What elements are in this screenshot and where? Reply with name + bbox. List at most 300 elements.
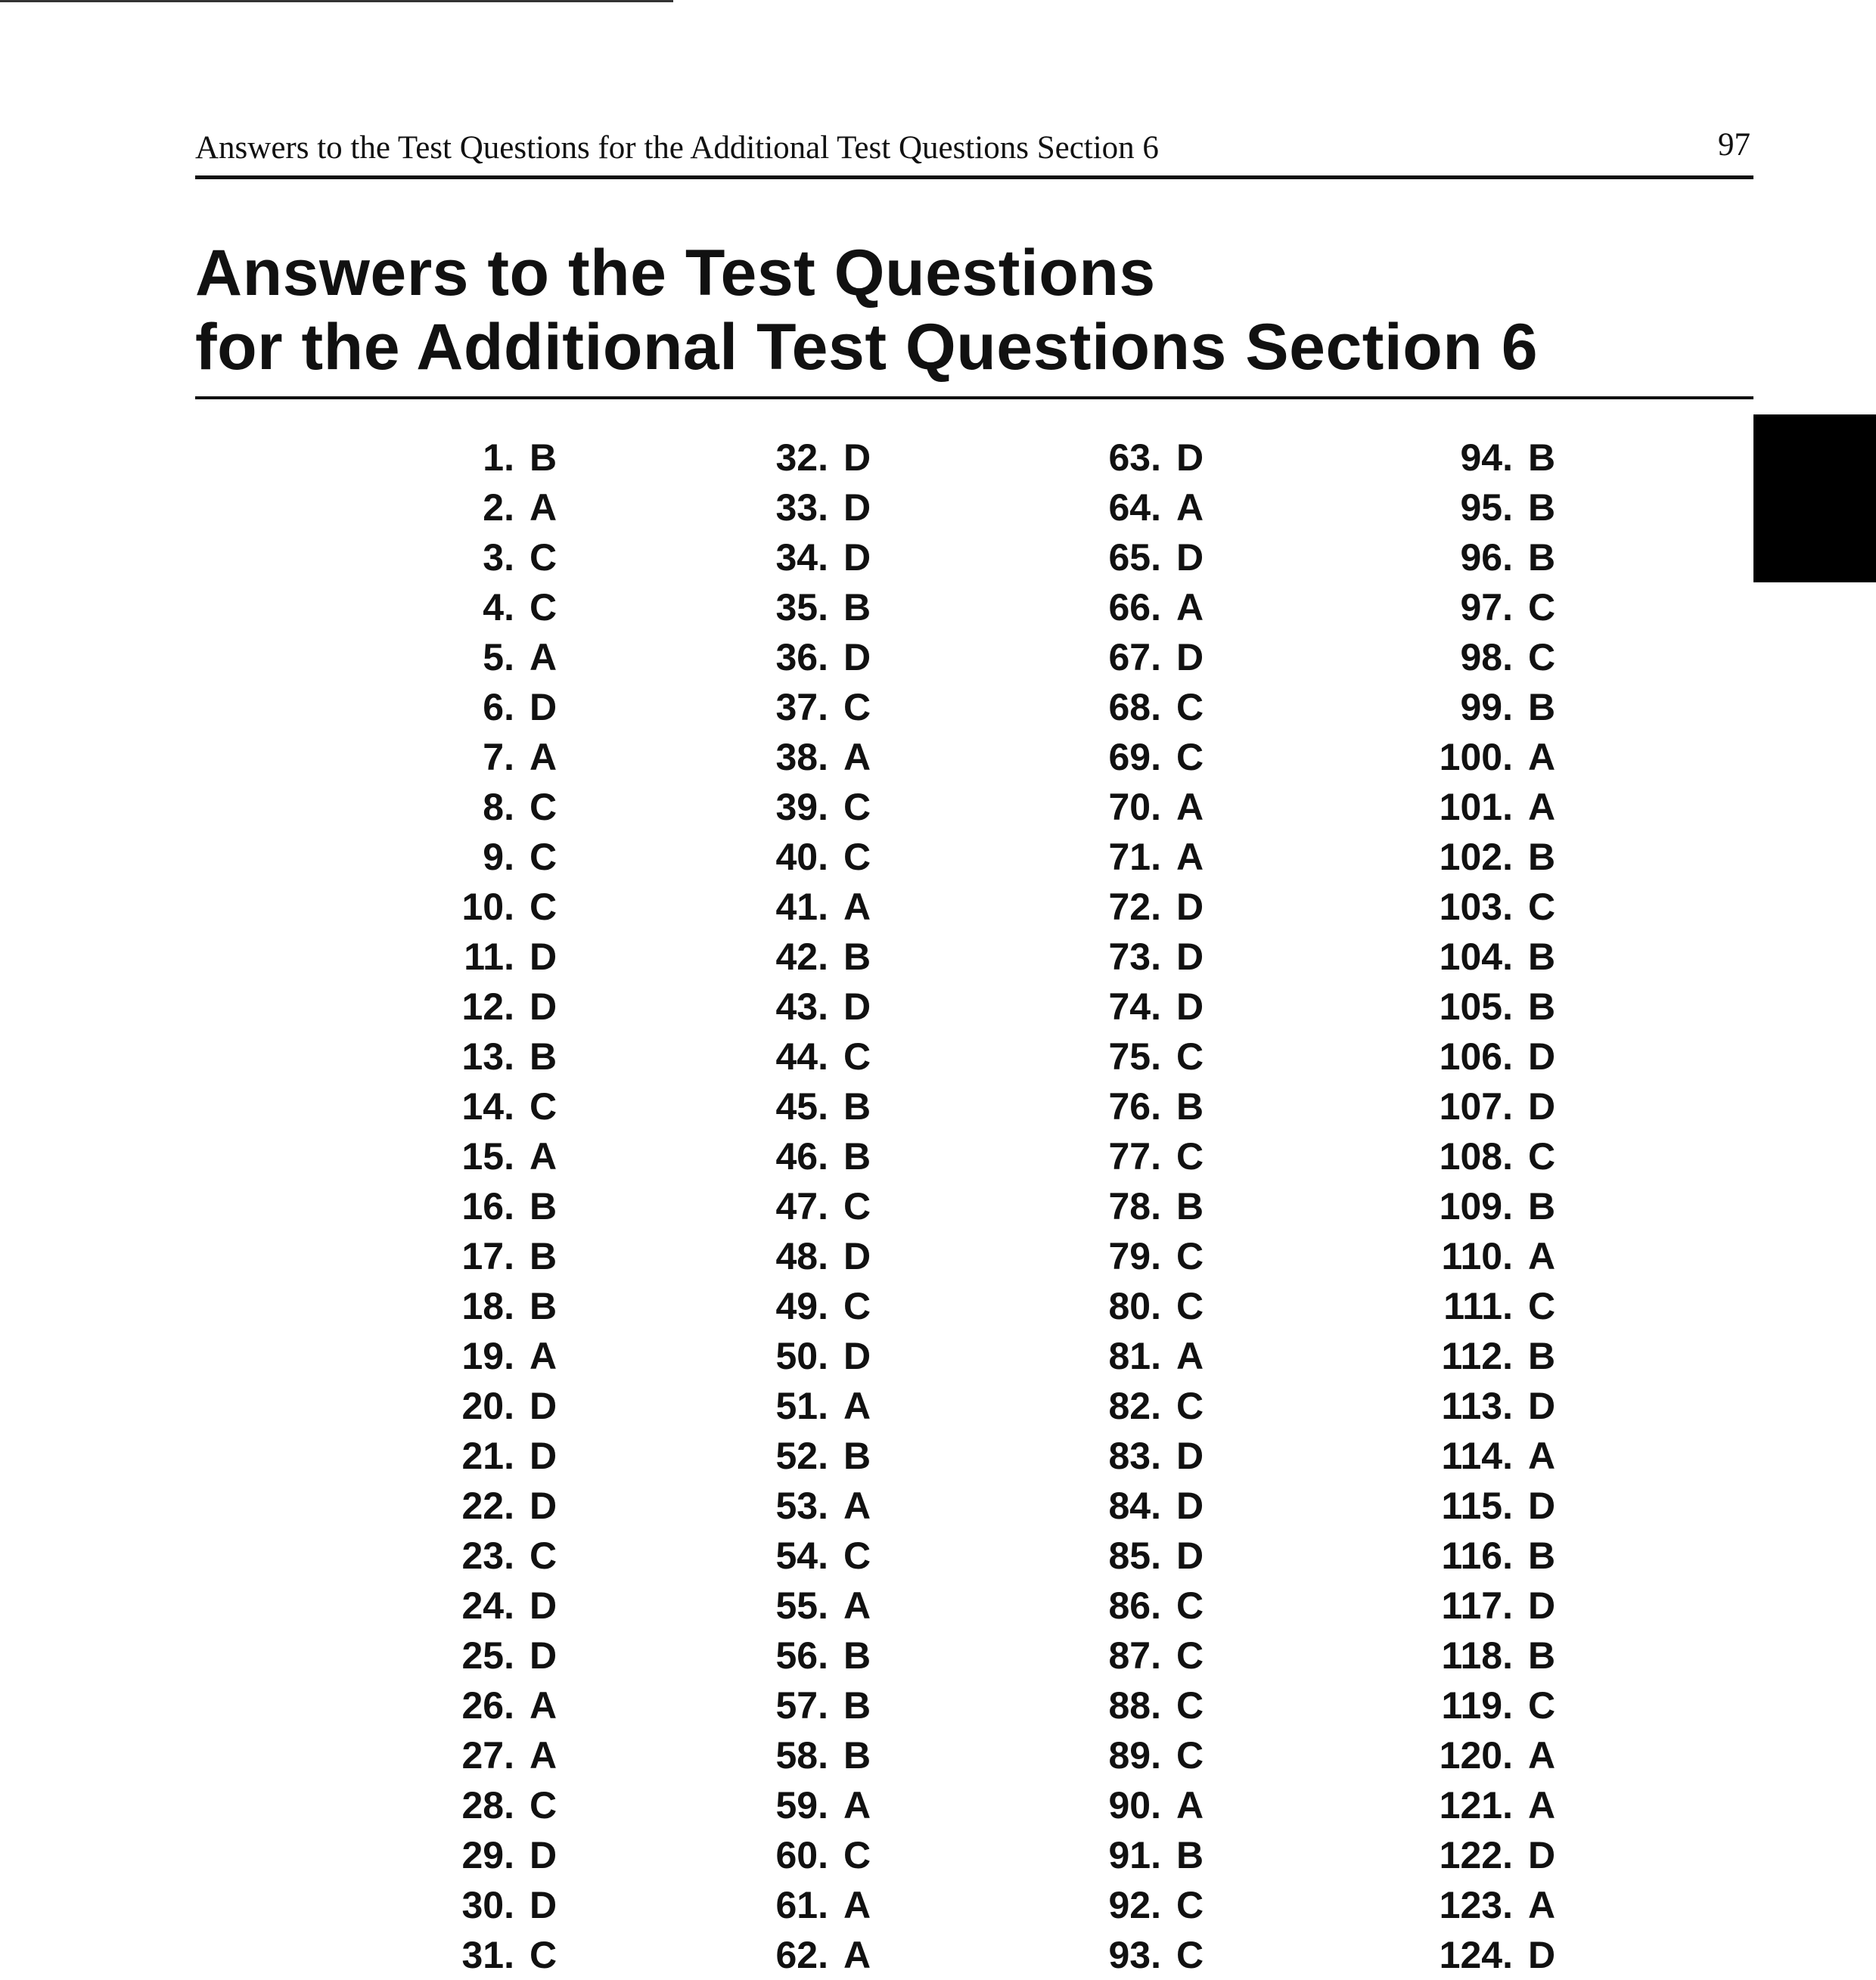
answer-letter: C: [1176, 1884, 1204, 1926]
question-number: 49.: [775, 1285, 828, 1327]
answer-letter: C: [843, 1535, 871, 1577]
question-number: 109.: [1439, 1185, 1513, 1227]
question-number: 81.: [1108, 1335, 1161, 1377]
answer-row: [287, 433, 635, 483]
answer-row: [287, 1780, 635, 1830]
answer-letter: B: [1176, 1085, 1204, 1128]
answer-letter: D: [1176, 1435, 1204, 1477]
answer-letter: B: [843, 936, 871, 978]
answer-letter: C: [1176, 736, 1204, 778]
answer-letter: C: [1176, 1734, 1204, 1777]
question-number: 32.: [775, 436, 828, 479]
question-number: 46.: [775, 1135, 828, 1178]
answer-row: [934, 1631, 1282, 1681]
answer-row: [934, 632, 1282, 682]
answer-row: [601, 1331, 949, 1381]
question-number: 16.: [461, 1185, 514, 1227]
question-number: 79.: [1108, 1235, 1161, 1277]
answer-row: [601, 882, 949, 932]
question-number: 15.: [461, 1135, 514, 1178]
question-number: 20.: [461, 1385, 514, 1427]
question-number: 122.: [1439, 1834, 1513, 1876]
question-number: 110.: [1441, 1235, 1513, 1277]
question-number: 12.: [461, 985, 514, 1028]
answer-row: [1286, 1531, 1634, 1581]
answer-row: [287, 1730, 635, 1780]
question-number: 56.: [775, 1634, 828, 1677]
answer-row: [1286, 582, 1634, 632]
answer-row: [934, 1830, 1282, 1880]
question-number: 73.: [1108, 936, 1161, 978]
answer-letter: B: [1528, 486, 1556, 529]
answer-row: [601, 682, 949, 732]
question-number: 101.: [1439, 786, 1513, 828]
answer-row: [287, 1531, 635, 1581]
question-number: 30.: [461, 1884, 514, 1926]
question-number: 66.: [1108, 586, 1161, 628]
question-number: 64.: [1108, 486, 1161, 529]
answer-letter: D: [1176, 1535, 1204, 1577]
question-number: 89.: [1108, 1734, 1161, 1777]
answer-row: [287, 1631, 635, 1681]
answer-letter: A: [1176, 586, 1204, 628]
answer-letter: D: [530, 985, 558, 1028]
answer-row: [1286, 782, 1634, 832]
answer-row: [1286, 632, 1634, 682]
question-number: 62.: [775, 1934, 828, 1976]
question-number: 39.: [775, 786, 828, 828]
answer-letter: D: [1528, 1035, 1556, 1078]
question-number: 67.: [1108, 636, 1161, 678]
question-number: 75.: [1108, 1035, 1161, 1078]
question-number: 92.: [1108, 1884, 1161, 1926]
title-divider: [195, 396, 1753, 399]
answer-row: [601, 1082, 949, 1131]
answer-row: [1286, 732, 1634, 782]
answer-letter: D: [530, 1485, 558, 1527]
answer-row: [287, 682, 635, 732]
answer-letter: C: [530, 886, 558, 928]
answer-letter: A: [843, 1784, 871, 1826]
answer-letter: D: [1176, 636, 1204, 678]
answer-row: [287, 483, 635, 532]
answer-letter: C: [1176, 1035, 1204, 1078]
answer-row: [287, 582, 635, 632]
answer-letter: D: [530, 936, 558, 978]
answer-letter: D: [843, 985, 871, 1028]
answer-letter: C: [843, 1834, 871, 1876]
answer-letter: A: [843, 1584, 871, 1627]
question-number: 115.: [1441, 1485, 1513, 1527]
answer-letter: A: [530, 1734, 558, 1777]
answer-row: [1286, 1930, 1634, 1980]
answer-row: [601, 433, 949, 483]
page-title-line-2: for the Additional Test Questions Section 6: [195, 311, 1539, 383]
answer-letter: D: [530, 1634, 558, 1677]
answer-row: [601, 1531, 949, 1581]
answer-letter: C: [1528, 1285, 1556, 1327]
answer-row: [934, 1131, 1282, 1181]
answer-letter: D: [843, 536, 871, 579]
question-number: 93.: [1108, 1934, 1161, 1976]
question-number: 91.: [1108, 1834, 1161, 1876]
answer-letter: C: [530, 1934, 558, 1976]
question-number: 118.: [1441, 1634, 1513, 1677]
question-number: 41.: [775, 886, 828, 928]
question-number: 82.: [1108, 1385, 1161, 1427]
question-number: 106.: [1439, 1035, 1513, 1078]
answer-row: [601, 1830, 949, 1880]
question-number: 43.: [775, 985, 828, 1028]
question-number: 5.: [483, 636, 514, 678]
answer-row: [1286, 1730, 1634, 1780]
answer-letter: B: [843, 1435, 871, 1477]
answer-row: [934, 1581, 1282, 1631]
question-number: 70.: [1108, 786, 1161, 828]
question-number: 76.: [1108, 1085, 1161, 1128]
question-number: 44.: [775, 1035, 828, 1078]
answer-letter: D: [843, 1335, 871, 1377]
answer-row: [934, 1231, 1282, 1281]
answer-row: [601, 483, 949, 532]
running-head: [195, 127, 1753, 179]
answer-letter: C: [530, 1784, 558, 1826]
answer-row: [1286, 1131, 1634, 1181]
answer-row: [934, 882, 1282, 932]
answer-row: [1286, 832, 1634, 882]
answer-row: [287, 1082, 635, 1131]
answer-row: [1286, 1331, 1634, 1381]
question-number: 57.: [775, 1684, 828, 1727]
answer-row: [934, 682, 1282, 732]
answer-letter: B: [843, 1085, 871, 1128]
answer-letter: D: [1176, 985, 1204, 1028]
question-number: 117.: [1441, 1584, 1513, 1627]
answer-letter: C: [1176, 1385, 1204, 1427]
answer-letter: C: [1176, 686, 1204, 728]
question-number: 94.: [1460, 436, 1513, 479]
question-number: 63.: [1108, 436, 1161, 479]
answer-letter: C: [530, 586, 558, 628]
answer-letter: C: [843, 1035, 871, 1078]
answer-row: [601, 1032, 949, 1082]
question-number: 84.: [1108, 1485, 1161, 1527]
answer-letter: B: [530, 1185, 558, 1227]
answer-row: [934, 1531, 1282, 1581]
answer-row: [934, 1880, 1282, 1930]
answer-row: [934, 1481, 1282, 1531]
question-number: 60.: [775, 1834, 828, 1876]
answer-row: [601, 1730, 949, 1780]
question-number: 24.: [461, 1584, 514, 1627]
answer-letter: D: [843, 436, 871, 479]
answer-row: [287, 632, 635, 682]
answer-letter: A: [1528, 1435, 1556, 1477]
question-number: 22.: [461, 1485, 514, 1527]
question-number: 27.: [461, 1734, 514, 1777]
answer-letter: A: [1528, 1884, 1556, 1926]
answer-row: [934, 1331, 1282, 1381]
answer-letter: B: [1528, 1634, 1556, 1677]
answer-letter: B: [530, 1035, 558, 1078]
answer-row: [601, 1880, 949, 1930]
answer-letter: A: [530, 486, 558, 529]
answer-letter: D: [1176, 436, 1204, 479]
question-number: 21.: [461, 1435, 514, 1477]
question-number: 18.: [461, 1285, 514, 1327]
question-number: 1.: [483, 436, 514, 479]
question-number: 90.: [1108, 1784, 1161, 1826]
answer-row: [1286, 1481, 1634, 1531]
answer-letter: D: [843, 486, 871, 529]
answer-row: [287, 1930, 635, 1980]
answer-letter: C: [1528, 636, 1556, 678]
answer-letter: C: [1528, 1684, 1556, 1727]
answer-row: [287, 1681, 635, 1730]
answer-row: [601, 1631, 949, 1681]
answer-row: [287, 1231, 635, 1281]
scan-edge-line: [0, 0, 673, 2]
answer-letter: C: [843, 836, 871, 878]
answer-row: [287, 1181, 635, 1231]
answer-letter: B: [1528, 985, 1556, 1028]
question-number: 6.: [483, 686, 514, 728]
question-number: 61.: [775, 1884, 828, 1926]
answer-letter: C: [1528, 1135, 1556, 1178]
answer-letter: C: [1176, 1684, 1204, 1727]
answer-row: [287, 832, 635, 882]
answer-letter: D: [843, 636, 871, 678]
question-number: 103.: [1439, 886, 1513, 928]
question-number: 107.: [1439, 1085, 1513, 1128]
answer-letter: B: [530, 1235, 558, 1277]
question-number: 48.: [775, 1235, 828, 1277]
answer-row: [601, 1481, 949, 1531]
question-number: 52.: [775, 1435, 828, 1477]
answer-row: [601, 982, 949, 1032]
question-number: 95.: [1460, 486, 1513, 529]
question-number: 9.: [483, 836, 514, 878]
question-number: 86.: [1108, 1584, 1161, 1627]
answer-row: [1286, 1181, 1634, 1231]
question-number: 54.: [775, 1535, 828, 1577]
question-number: 47.: [775, 1185, 828, 1227]
answer-row: [1286, 882, 1634, 932]
answer-letter: A: [843, 1884, 871, 1926]
answer-letter: C: [1176, 1235, 1204, 1277]
answer-row: [934, 982, 1282, 1032]
answer-letter: B: [843, 1684, 871, 1727]
answer-row: [601, 1780, 949, 1830]
answer-letter: B: [530, 1285, 558, 1327]
answer-letter: D: [1528, 1584, 1556, 1627]
question-number: 72.: [1108, 886, 1161, 928]
answer-letter: A: [1176, 486, 1204, 529]
answer-letter: D: [530, 1884, 558, 1926]
question-number: 96.: [1460, 536, 1513, 579]
answer-row: [287, 1481, 635, 1531]
question-number: 77.: [1108, 1135, 1161, 1178]
answer-letter: C: [1176, 1584, 1204, 1627]
answer-row: [601, 532, 949, 582]
answer-row: [287, 1431, 635, 1481]
question-number: 123.: [1439, 1884, 1513, 1926]
question-number: 69.: [1108, 736, 1161, 778]
answer-letter: B: [1528, 1335, 1556, 1377]
answer-row: [601, 1131, 949, 1181]
answer-letter: A: [530, 736, 558, 778]
answer-row: [1286, 682, 1634, 732]
question-number: 34.: [775, 536, 828, 579]
question-number: 78.: [1108, 1185, 1161, 1227]
answer-row: [934, 1181, 1282, 1231]
answer-key: [0, 433, 1876, 1976]
answer-row: [601, 1381, 949, 1431]
question-number: 100.: [1439, 736, 1513, 778]
answer-letter: B: [843, 586, 871, 628]
question-number: 35.: [775, 586, 828, 628]
answer-letter: A: [1528, 1734, 1556, 1777]
answer-row: [601, 1930, 949, 1980]
answer-row: [1286, 932, 1634, 982]
question-number: 7.: [483, 736, 514, 778]
answer-letter: C: [843, 1285, 871, 1327]
answer-row: [934, 433, 1282, 483]
answer-row: [287, 1880, 635, 1930]
question-number: 55.: [775, 1584, 828, 1627]
answer-row: [934, 782, 1282, 832]
page-number: 97: [1718, 127, 1750, 163]
question-number: 40.: [775, 836, 828, 878]
page-title: [195, 236, 1538, 384]
answer-row: [601, 832, 949, 882]
answer-letter: D: [1176, 1485, 1204, 1527]
answer-row: [287, 882, 635, 932]
answer-row: [601, 1431, 949, 1481]
question-number: 65.: [1108, 536, 1161, 579]
answer-row: [1286, 1231, 1634, 1281]
answer-letter: A: [1528, 1235, 1556, 1277]
answer-row: [601, 732, 949, 782]
answer-letter: C: [530, 1085, 558, 1128]
answer-column-3: [934, 433, 1282, 1980]
question-number: 23.: [461, 1535, 514, 1577]
question-number: 59.: [775, 1784, 828, 1826]
question-number: 108.: [1439, 1135, 1513, 1178]
answer-letter: D: [843, 1235, 871, 1277]
question-number: 45.: [775, 1085, 828, 1128]
answer-letter: D: [530, 1834, 558, 1876]
answer-row: [287, 1381, 635, 1431]
answer-letter: A: [1176, 1335, 1204, 1377]
answer-letter: C: [843, 786, 871, 828]
question-number: 119.: [1441, 1684, 1513, 1727]
answer-letter: D: [1528, 1085, 1556, 1128]
question-number: 42.: [775, 936, 828, 978]
answer-letter: D: [1528, 1834, 1556, 1876]
answer-column-2: [601, 433, 949, 1980]
answer-letter: C: [1176, 1285, 1204, 1327]
answer-row: [934, 1681, 1282, 1730]
question-number: 99.: [1460, 686, 1513, 728]
answer-column-1: [287, 433, 635, 1980]
question-number: 17.: [461, 1235, 514, 1277]
answer-row: [287, 1131, 635, 1181]
question-number: 4.: [483, 586, 514, 628]
answer-row: [287, 932, 635, 982]
answer-letter: C: [530, 1535, 558, 1577]
answer-row: [934, 582, 1282, 632]
question-number: 112.: [1441, 1335, 1513, 1377]
answer-letter: B: [1528, 436, 1556, 479]
answer-row: [934, 1032, 1282, 1082]
answer-letter: C: [530, 536, 558, 579]
question-number: 85.: [1108, 1535, 1161, 1577]
answer-row: [934, 532, 1282, 582]
question-number: 97.: [1460, 586, 1513, 628]
answer-letter: C: [530, 836, 558, 878]
answer-letter: D: [530, 1385, 558, 1427]
answer-row: [934, 1780, 1282, 1830]
answer-letter: B: [1528, 836, 1556, 878]
question-number: 13.: [461, 1035, 514, 1078]
answer-letter: C: [843, 1185, 871, 1227]
answer-row: [287, 732, 635, 782]
question-number: 102.: [1439, 836, 1513, 878]
question-number: 120.: [1439, 1734, 1513, 1777]
question-number: 88.: [1108, 1684, 1161, 1727]
answer-row: [934, 832, 1282, 882]
answer-letter: A: [843, 1485, 871, 1527]
answer-row: [1286, 483, 1634, 532]
answer-letter: C: [843, 686, 871, 728]
answer-letter: B: [1176, 1185, 1204, 1227]
question-number: 58.: [775, 1734, 828, 1777]
answer-letter: A: [843, 736, 871, 778]
answer-letter: D: [1528, 1485, 1556, 1527]
answer-letter: D: [1176, 536, 1204, 579]
question-number: 31.: [461, 1934, 514, 1976]
answer-letter: A: [1528, 1784, 1556, 1826]
answer-row: [601, 1681, 949, 1730]
question-number: 83.: [1108, 1435, 1161, 1477]
question-number: 51.: [775, 1385, 828, 1427]
answer-row: [287, 1331, 635, 1381]
answer-row: [287, 1281, 635, 1331]
answer-letter: B: [530, 436, 558, 479]
answer-row: [934, 1730, 1282, 1780]
answer-row: [1286, 1780, 1634, 1830]
answer-letter: B: [1528, 536, 1556, 579]
answer-letter: A: [1176, 836, 1204, 878]
question-number: 29.: [461, 1834, 514, 1876]
answer-letter: A: [843, 886, 871, 928]
answer-row: [1286, 1381, 1634, 1431]
question-number: 28.: [461, 1784, 514, 1826]
answer-letter: A: [1528, 786, 1556, 828]
question-number: 2.: [483, 486, 514, 529]
answer-row: [1286, 1431, 1634, 1481]
answer-row: [601, 1581, 949, 1631]
answer-row: [601, 1231, 949, 1281]
answer-letter: D: [1176, 936, 1204, 978]
question-number: 11.: [464, 936, 514, 978]
answer-row: [1286, 1681, 1634, 1730]
question-number: 50.: [775, 1335, 828, 1377]
answer-row: [601, 1181, 949, 1231]
answer-row: [1286, 1082, 1634, 1131]
question-number: 33.: [775, 486, 828, 529]
